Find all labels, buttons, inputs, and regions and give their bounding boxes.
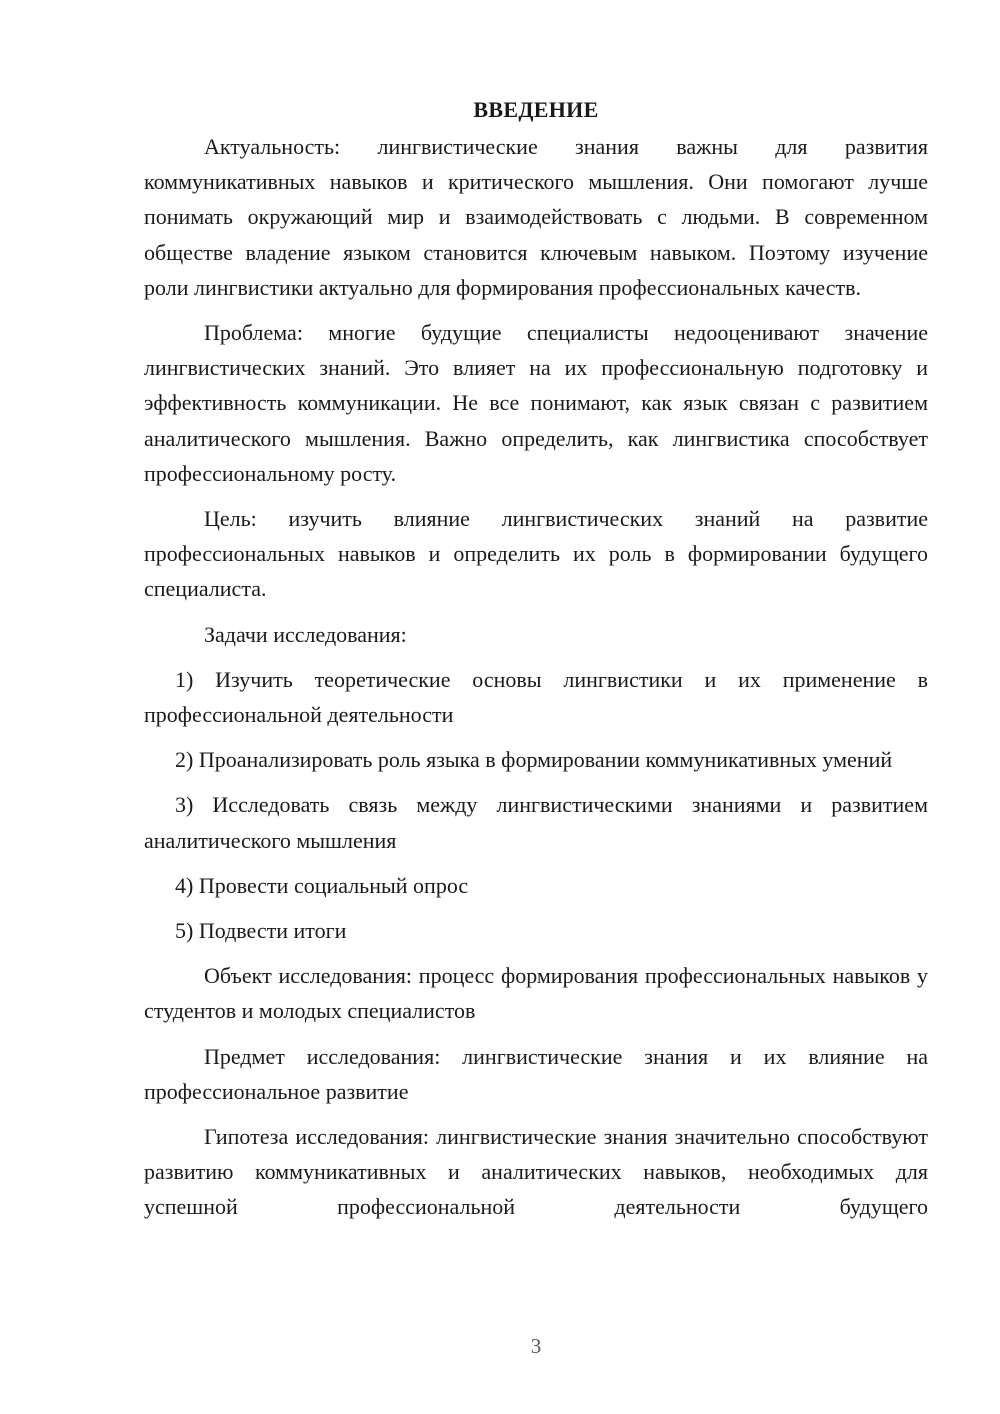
paragraph-goal: Цель: изучить влияние лингвистических знаний на развитие профессиональных навыков и определить их роль в формировании будущего специалиста. [144, 506, 928, 602]
task-item-4: 4) Провести социальный опрос [175, 872, 469, 898]
paragraph-hypothesis: Гипотеза исследования: лингвистические знания значительно способствуют развитию коммуникативных и аналитических навыков, необходимых для успешной профессиональной деятельности будущего [144, 1124, 928, 1220]
page-title: ВВЕДЕНИЕ [473, 97, 599, 122]
paragraph-problem: Проблема: многие будущие специалисты недооценивают значение лингвистических знаний. Это влияет на их профессиональную подготовку и эффективность коммуникации. Не все понимают, как язык связан с развитием аналитического мышления. Важно определить, как лингвистика способствует профессиональному росту. [144, 320, 928, 486]
paragraph-tasks-heading: Задачи исследования: [204, 621, 407, 647]
task-item-5: 5) Подвести итоги [175, 918, 347, 944]
task-item-2: 2) Проанализировать роль языка в формировании коммуникативных умений [175, 747, 893, 773]
document-page [144, 92, 928, 1235]
page-number: 3 [530, 1334, 542, 1358]
task-item-3: 3) Исследовать связь между лингвистическими знаниями и развитием аналитического мышления [144, 792, 928, 853]
paragraph-relevance: Актуальность: лингвистические знания важны для развития коммуникативных навыков и критического мышления. Они помогают лучше понимать окружающий мир и взаимодействовать с людьми. В современном обществе владение языком становится ключевым навыком. Поэтому изучение роли лингвистики актуально для формирования профессиональных качеств. [144, 134, 928, 300]
task-item-1: 1) Изучить теоретические основы лингвистики и их применение в профессиональной деятельности [144, 666, 928, 728]
paragraph-subject: Предмет исследования: лингвистические знания и их влияние на профессиональное развитие [144, 1043, 928, 1104]
paragraph-object: Объект исследования: процесс формирования профессиональных навыков у студентов и молодых специалистов [144, 963, 928, 1024]
